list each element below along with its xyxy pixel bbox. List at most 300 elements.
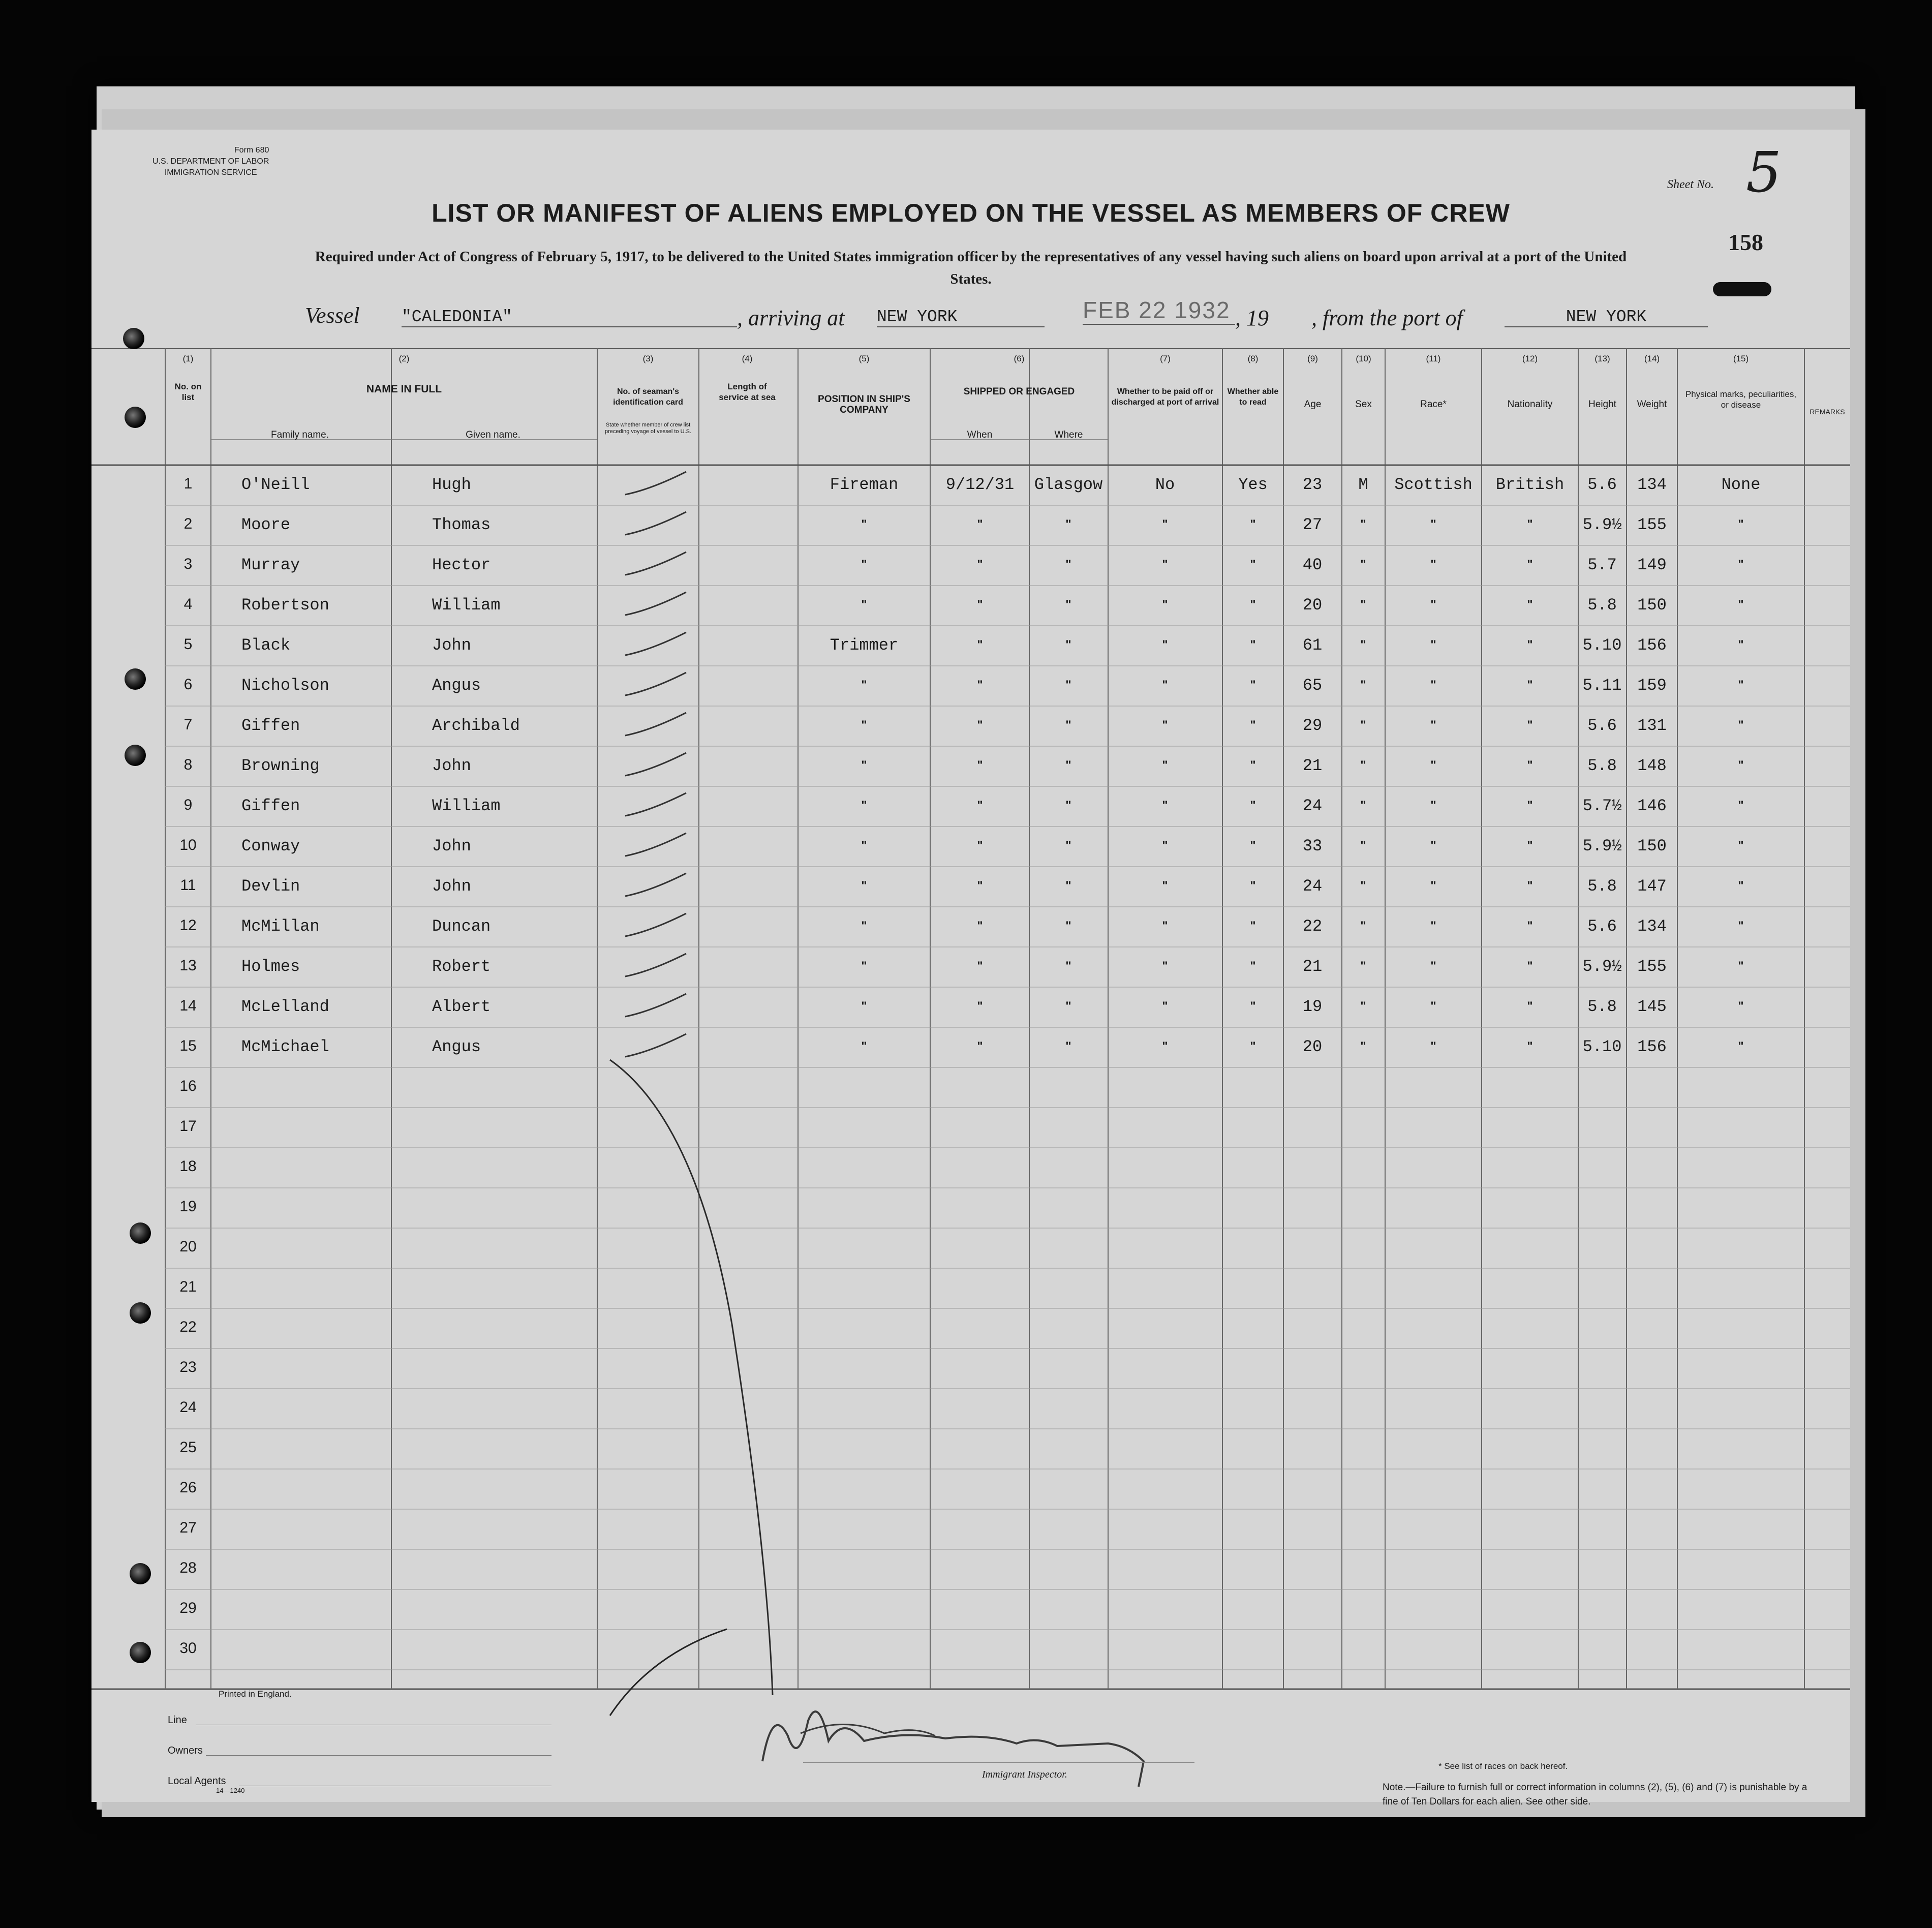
row-number: 17	[179, 1118, 197, 1135]
given-name-cell: Hector	[432, 556, 491, 574]
height-cell: 5.6	[1587, 716, 1617, 735]
family-name-cell: McMillan	[241, 917, 320, 936]
nationality-cell: "	[1527, 598, 1533, 611]
race-cell: "	[1430, 839, 1436, 852]
sex-cell: "	[1360, 959, 1366, 973]
sex-cell: "	[1360, 799, 1366, 812]
physical-marks-cell: "	[1738, 598, 1744, 611]
race-cell: "	[1430, 718, 1436, 732]
punch-hole	[130, 1563, 151, 1584]
height-cell: 5.8	[1587, 877, 1617, 896]
shipped-when-cell: "	[977, 879, 983, 893]
check-mark	[625, 873, 686, 896]
age-cell: 20	[1302, 1037, 1323, 1056]
sheet-label: Sheet No.	[1667, 178, 1714, 191]
able-to-read-cell: "	[1250, 999, 1256, 1013]
race-cell: "	[1430, 678, 1436, 692]
punch-hole	[125, 668, 146, 690]
punch-hole	[130, 1222, 151, 1244]
check-mark	[625, 954, 686, 976]
age-cell: 24	[1302, 797, 1323, 815]
race-cell: "	[1430, 638, 1436, 652]
physical-marks-cell: "	[1738, 799, 1744, 812]
name-in-full-header: NAME IN FULL	[366, 383, 442, 395]
weight-cell: 134	[1637, 917, 1667, 936]
position-cell: "	[861, 598, 867, 611]
sex-cell: "	[1360, 919, 1366, 933]
paid-off-cell: "	[1162, 517, 1168, 531]
given-name-cell: Thomas	[432, 515, 491, 534]
able-to-read-cell: "	[1250, 558, 1256, 571]
weight-cell: 145	[1637, 997, 1667, 1016]
height-cell: 5.9½	[1582, 957, 1622, 976]
able-to-read-header: Whether able to read	[1227, 387, 1279, 407]
local-agents-label: Local Agents	[168, 1776, 226, 1787]
family-name-cell: Browning	[241, 756, 320, 775]
row-number: 10	[179, 837, 197, 853]
age-cell: 61	[1302, 636, 1323, 655]
sex-cell: "	[1360, 839, 1366, 852]
family-name-cell: Murray	[241, 556, 300, 574]
given-name-cell: William	[432, 797, 501, 815]
from-port-label: , from the port of	[1311, 305, 1463, 330]
shipped-when-cell: "	[977, 799, 983, 812]
col9-num: (9)	[1307, 354, 1318, 363]
given-name-cell: John	[432, 636, 471, 655]
weight-cell: 147	[1637, 877, 1667, 896]
nationality-cell: "	[1527, 919, 1533, 933]
able-to-read-cell: "	[1250, 598, 1256, 611]
given-name-cell: John	[432, 837, 471, 855]
nationality-cell: "	[1527, 959, 1533, 973]
able-to-read-cell: "	[1250, 1039, 1256, 1053]
shipped-when-cell: "	[977, 999, 983, 1013]
row-number: 28	[179, 1559, 197, 1576]
shipped-when-cell: "	[977, 638, 983, 652]
page-title: LIST OR MANIFEST OF ALIENS EMPLOYED ON THE VESSEL AS MEMBERS OF CREW	[432, 199, 1510, 227]
row-number: 30	[179, 1640, 197, 1657]
physical-marks-cell: "	[1738, 959, 1744, 973]
able-to-read-cell: "	[1250, 879, 1256, 893]
remarks-header: REMARKS	[1810, 408, 1845, 416]
weight-cell: 155	[1637, 515, 1667, 534]
shipped-when-cell: "	[977, 839, 983, 852]
paid-off-cell: "	[1162, 678, 1168, 692]
race-cell: Scottish	[1394, 475, 1473, 494]
row-number: 13	[179, 957, 197, 974]
manifest-page	[91, 130, 1850, 1807]
col-no-header: No. on list	[174, 382, 202, 402]
race-header: Race*	[1420, 399, 1447, 410]
age-cell: 19	[1302, 997, 1323, 1016]
height-cell: 5.8	[1587, 997, 1617, 1016]
shipped-when-cell: 9/12/31	[945, 475, 1015, 494]
race-cell: "	[1430, 799, 1436, 812]
row-number: 9	[183, 797, 193, 813]
height-cell: 5.10	[1582, 636, 1622, 655]
family-name-cell: Giffen	[241, 797, 300, 815]
shipped-where-cell: "	[1065, 839, 1071, 852]
check-mark	[625, 713, 686, 736]
race-cell: "	[1430, 999, 1436, 1013]
paid-off-cell: "	[1162, 799, 1168, 812]
paid-off-cell: "	[1162, 758, 1168, 772]
physical-marks-header: Physical marks, peculiarities, or disease	[1685, 389, 1797, 410]
shipped-where-cell: "	[1065, 999, 1071, 1013]
sex-cell: "	[1360, 999, 1366, 1013]
family-name-cell: Black	[241, 636, 291, 655]
age-header: Age	[1304, 399, 1322, 410]
height-cell: 5.11	[1582, 676, 1622, 695]
weight-cell: 146	[1637, 797, 1667, 815]
shipped-where-cell: "	[1065, 799, 1071, 812]
age-cell: 24	[1302, 877, 1323, 896]
sheet-number: 5	[1746, 140, 1782, 205]
family-name-cell: O'Neill	[241, 475, 310, 494]
printed-note: Printed in England.	[219, 1689, 292, 1699]
able-to-read-cell: "	[1250, 638, 1256, 652]
page-number: 158	[1728, 229, 1763, 255]
race-cell: "	[1430, 758, 1436, 772]
physical-marks-cell: "	[1738, 678, 1744, 692]
paid-off-cell: "	[1162, 879, 1168, 893]
able-to-read-cell: "	[1250, 517, 1256, 531]
paid-off-header: Whether to be paid off or discharged at port of arrival	[1111, 387, 1219, 407]
weight-cell: 150	[1637, 837, 1667, 855]
paid-off-cell: "	[1162, 919, 1168, 933]
race-cell: "	[1430, 959, 1436, 973]
given-name-cell: Albert	[432, 997, 491, 1016]
shipped-where-cell: "	[1065, 718, 1071, 732]
row-number: 22	[179, 1319, 197, 1335]
paid-off-cell: "	[1162, 959, 1168, 973]
ditto-stroke	[610, 1629, 727, 1716]
nationality-cell: "	[1527, 758, 1533, 772]
able-to-read-cell: "	[1250, 919, 1256, 933]
row-number: 15	[179, 1037, 197, 1054]
height-cell: 5.8	[1587, 756, 1617, 775]
where-header: Where	[1054, 430, 1083, 440]
col10-num: (10)	[1356, 354, 1371, 363]
sex-cell: M	[1358, 475, 1368, 494]
weight-cell: 159	[1637, 676, 1667, 695]
check-mark	[625, 1034, 686, 1057]
col12-num: (12)	[1522, 354, 1538, 363]
check-mark	[625, 672, 686, 695]
nationality-cell: "	[1527, 799, 1533, 812]
length-of-service-header: Length of service at sea	[719, 382, 776, 402]
shipped-when-cell: "	[977, 718, 983, 732]
able-to-read-cell: Yes	[1238, 475, 1268, 494]
paid-off-cell: "	[1162, 718, 1168, 732]
shipped-where-cell: "	[1065, 879, 1071, 893]
sex-cell: "	[1360, 638, 1366, 652]
family-name-cell: Holmes	[241, 957, 300, 976]
nationality-cell: British	[1495, 475, 1565, 494]
from-port: NEW YORK	[1505, 308, 1708, 327]
shipped-where-cell: "	[1065, 517, 1071, 531]
row-number: 27	[179, 1519, 197, 1536]
paid-off-cell: "	[1162, 558, 1168, 571]
row-number: 26	[179, 1479, 197, 1496]
shipped-when-cell: "	[977, 959, 983, 973]
shipped-where-cell: "	[1065, 638, 1071, 652]
paid-off-cell: "	[1162, 638, 1168, 652]
position-cell: "	[861, 758, 867, 772]
check-mark	[625, 793, 686, 816]
age-cell: 21	[1302, 957, 1323, 976]
weight-header: Weight	[1637, 399, 1667, 410]
family-name-cell: Robertson	[241, 596, 329, 615]
family-name-cell: Moore	[241, 515, 291, 534]
family-name-cell: Nicholson	[241, 676, 329, 695]
height-cell: 5.7½	[1582, 797, 1622, 815]
date-stamp: FEB 22 1932	[1083, 296, 1235, 325]
sex-cell: "	[1360, 758, 1366, 772]
inspector-label: Immigrant Inspector.	[982, 1769, 1067, 1780]
age-cell: 20	[1302, 596, 1323, 615]
shipped-where-cell: Glasgow	[1034, 475, 1103, 494]
given-name-cell: Duncan	[432, 917, 491, 936]
sex-cell: "	[1360, 517, 1366, 531]
given-name-cell: Angus	[432, 676, 481, 695]
height-cell: 5.6	[1587, 475, 1617, 494]
col2-num: (2)	[398, 354, 410, 363]
row-number: 4	[183, 596, 193, 613]
position-cell: "	[861, 799, 867, 812]
position-cell: "	[861, 558, 867, 571]
year-label: , 19	[1235, 305, 1269, 330]
nationality-cell: "	[1527, 999, 1533, 1013]
shipped-where-cell: "	[1065, 558, 1071, 571]
nationality-cell: "	[1527, 678, 1533, 692]
given-name-cell: John	[432, 877, 471, 896]
height-cell: 5.8	[1587, 596, 1617, 615]
physical-marks-cell: "	[1738, 758, 1744, 772]
page-subtitle: Required under Act of Congress of February 5, 1917, to be delivered to the United States immigration officer by the representatives of any vessel having such aliens on board upon arrival at a port of the United States.	[315, 249, 1627, 287]
nationality-cell: "	[1527, 517, 1533, 531]
weight-cell: 156	[1637, 1037, 1667, 1056]
col14-num: (14)	[1644, 354, 1660, 363]
position-cell: "	[861, 718, 867, 732]
service: IMMIGRATION SERVICE	[164, 168, 257, 177]
family-name-cell: McLelland	[241, 997, 329, 1016]
shipped-when-cell: "	[977, 1039, 983, 1053]
position-cell: "	[861, 839, 867, 852]
family-name-cell: Devlin	[241, 877, 300, 896]
col7-num: (7)	[1160, 354, 1171, 363]
nationality-header: Nationality	[1507, 399, 1553, 410]
col1-num: (1)	[182, 354, 194, 363]
family-name-cell: McMichael	[241, 1037, 329, 1056]
physical-marks-cell: "	[1738, 638, 1744, 652]
paid-off-cell: No	[1155, 475, 1175, 494]
punch-hole	[123, 328, 144, 349]
check-mark	[625, 833, 686, 856]
row-number: 16	[179, 1078, 197, 1094]
col3-num: (3)	[642, 354, 654, 363]
physical-marks-cell: "	[1738, 999, 1744, 1013]
height-cell: 5.6	[1587, 917, 1617, 936]
able-to-read-cell: "	[1250, 758, 1256, 772]
shipped-where-cell: "	[1065, 758, 1071, 772]
sex-header: Sex	[1355, 399, 1372, 410]
physical-marks-cell: "	[1738, 718, 1744, 732]
row-number: 12	[179, 917, 197, 934]
race-cell: "	[1430, 517, 1436, 531]
check-mark	[625, 592, 686, 615]
check-mark	[625, 632, 686, 655]
check-mark	[625, 552, 686, 575]
check-mark	[625, 753, 686, 776]
nationality-cell: "	[1527, 718, 1533, 732]
family-name-cell: Giffen	[241, 716, 300, 735]
shipped-where-cell: "	[1065, 919, 1071, 933]
vessel-label: Vessel	[305, 303, 360, 328]
line-label: Line	[168, 1715, 187, 1726]
col13-num: (13)	[1594, 354, 1610, 363]
sex-cell: "	[1360, 598, 1366, 611]
physical-marks-cell: "	[1738, 1039, 1744, 1053]
age-cell: 22	[1302, 917, 1323, 936]
row-number: 18	[179, 1158, 197, 1175]
race-cell: "	[1430, 558, 1436, 571]
paid-off-cell: "	[1162, 999, 1168, 1013]
sex-cell: "	[1360, 1039, 1366, 1053]
shipped-where-cell: "	[1065, 959, 1071, 973]
age-cell: 21	[1302, 756, 1323, 775]
row-number: 11	[180, 877, 196, 894]
check-mark	[625, 472, 686, 495]
col15-num: (15)	[1733, 354, 1749, 363]
cancel-stroke	[610, 1060, 773, 1695]
weight-cell: 156	[1637, 636, 1667, 655]
given-name-cell: John	[432, 756, 471, 775]
nationality-cell: "	[1527, 1039, 1533, 1053]
nationality-cell: "	[1527, 638, 1533, 652]
check-mark	[625, 994, 686, 1017]
row-number: 1	[183, 475, 193, 492]
shipped-when-cell: "	[977, 678, 983, 692]
position-cell: "	[861, 959, 867, 973]
given-name-cell: Angus	[432, 1037, 481, 1056]
shipped-where-cell: "	[1065, 678, 1071, 692]
physical-marks-cell: "	[1738, 517, 1744, 531]
row-number: 8	[183, 756, 193, 773]
weight-cell: 148	[1637, 756, 1667, 775]
row-number: 20	[179, 1238, 197, 1255]
age-cell: 27	[1302, 515, 1323, 534]
position-cell: "	[861, 678, 867, 692]
paid-off-cell: "	[1162, 1039, 1168, 1053]
check-mark	[625, 512, 686, 535]
height-cell: 5.7	[1587, 556, 1617, 574]
owners-label: Owners	[168, 1745, 203, 1756]
position-header: POSITION IN SHIP'S COMPANY	[818, 394, 910, 415]
arriving-port: NEW YORK	[877, 308, 1045, 327]
row-number: 6	[183, 676, 193, 693]
physical-marks-cell: "	[1738, 839, 1744, 852]
row-number: 19	[179, 1198, 197, 1215]
row-number: 21	[179, 1278, 197, 1295]
position-cell: Fireman	[830, 475, 899, 494]
sex-cell: "	[1360, 718, 1366, 732]
owners-rule	[206, 1755, 551, 1756]
col5-num: (5)	[858, 354, 870, 363]
shipped-when-cell: "	[977, 758, 983, 772]
race-cell: "	[1430, 879, 1436, 893]
height-cell: 5.10	[1582, 1037, 1622, 1056]
weight-cell: 155	[1637, 957, 1667, 976]
position-cell: "	[861, 879, 867, 893]
height-header: Height	[1588, 399, 1616, 410]
sex-cell: "	[1360, 678, 1366, 692]
position-cell: "	[861, 919, 867, 933]
shipped-when-cell: "	[977, 598, 983, 611]
row-number: 25	[179, 1439, 197, 1456]
row-number: 5	[183, 636, 193, 653]
family-name-cell: Conway	[241, 837, 300, 855]
position-cell: Trimmer	[830, 636, 899, 655]
able-to-read-cell: "	[1250, 959, 1256, 973]
age-cell: 23	[1302, 475, 1323, 494]
row-number: 7	[183, 716, 193, 733]
position-cell: "	[861, 517, 867, 531]
penalty-note: Note.—Failure to furnish full or correct information in columns (2), (5), (6) and (7) is punishable by a fine of Ten Dollars for each alien. See other side.	[1383, 1782, 1807, 1807]
given-name-cell: Archibald	[432, 716, 520, 735]
row-number: 3	[183, 556, 193, 572]
form-number: Form 680	[234, 146, 269, 155]
when-header: When	[967, 430, 993, 440]
sex-cell: "	[1360, 879, 1366, 893]
weight-cell: 131	[1637, 716, 1667, 735]
row-number: 24	[179, 1399, 197, 1416]
able-to-read-cell: "	[1250, 678, 1256, 692]
inspector-signature	[752, 1685, 1169, 1787]
race-cell: "	[1430, 1039, 1436, 1053]
age-cell: 40	[1302, 556, 1323, 574]
position-cell: "	[861, 999, 867, 1013]
col11-num: (11)	[1426, 354, 1441, 363]
given-name-header: Given name.	[466, 430, 520, 440]
weight-cell: 150	[1637, 596, 1667, 615]
row-number: 29	[179, 1600, 197, 1616]
physical-marks-cell: None	[1721, 475, 1761, 494]
col6-num: (6)	[1014, 354, 1025, 363]
form-code: 14—1240	[216, 1787, 245, 1794]
row-number: 14	[179, 997, 197, 1014]
given-name-cell: Hugh	[432, 475, 471, 494]
height-cell: 5.9½	[1582, 515, 1622, 534]
able-to-read-cell: "	[1250, 839, 1256, 852]
shipped-where-cell: "	[1065, 598, 1071, 611]
punch-hole	[125, 407, 146, 428]
seaman-card-header: No. of seaman's identification card	[613, 387, 683, 407]
row-number: 23	[179, 1359, 197, 1375]
given-name-cell: Robert	[432, 957, 491, 976]
shipped-when-cell: "	[977, 517, 983, 531]
arriving-label: , arriving at	[737, 305, 845, 330]
punch-hole	[130, 1642, 151, 1663]
row-number: 2	[183, 515, 193, 532]
seaman-card-note: State whether member of crew list preceding voyage of vessel to U.S.	[605, 422, 691, 435]
shipped-when-cell: "	[977, 558, 983, 571]
age-cell: 33	[1302, 837, 1323, 855]
physical-marks-cell: "	[1738, 919, 1744, 933]
nationality-cell: "	[1527, 879, 1533, 893]
weight-cell: 134	[1637, 475, 1667, 494]
height-cell: 5.9½	[1582, 837, 1622, 855]
